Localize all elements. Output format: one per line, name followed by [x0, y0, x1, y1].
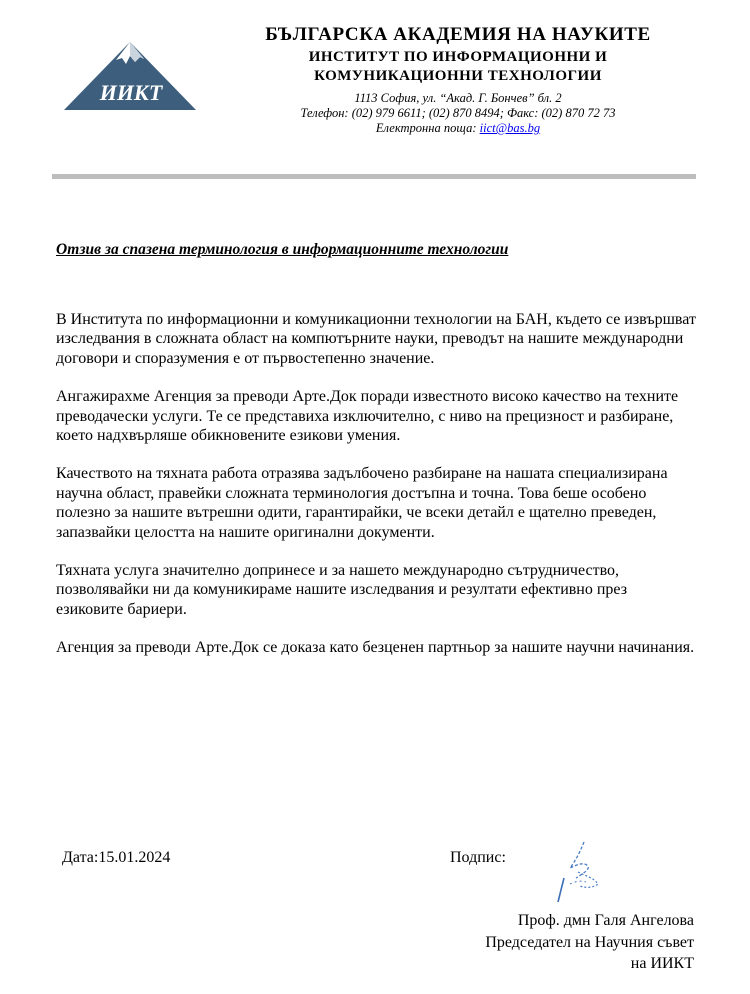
document-subject: Отзив за спазена терминология в информационните технологии — [56, 241, 509, 258]
paragraph: Качеството на тяхната работа отразява задълбочено разбиране на нашата специализирана научна област, правейки сложната терминология достъпна и точна. Това беше особено полезно за нашите вътрешни одити, гарантирайки, че всеки детайл е щателно преведен, запазвайки целостта на нашите оригинални документи. — [56, 465, 668, 541]
academy-name: БЪЛГАРСКА АКАДЕМИЯ НА НАУКИТЕ — [265, 24, 651, 45]
postal-address: 1113 София, ул. “Акад. Г. Бончев” бл. 2 — [354, 91, 562, 105]
handwritten-signature — [540, 838, 620, 908]
letterhead — [0, 0, 750, 180]
letter-body — [56, 310, 696, 677]
paragraph: Тяхната услуга значително допринесе и за нашето международно сътрудничество, позволявайки ни да комуникираме нашите изследвания и резултати ефективно през езиковите бариери. — [56, 562, 628, 618]
iict-logo — [64, 38, 196, 112]
signer-title: Председател на Научния съвет — [485, 933, 694, 951]
signature-icon — [540, 838, 620, 908]
header-divider — [52, 174, 696, 179]
organization-block — [200, 22, 716, 136]
signer-name: Проф. дмн Галя Ангелова — [517, 912, 694, 929]
institute-name-line2: КОМУНИКАЦИОННИ ТЕХНОЛОГИИ — [314, 68, 602, 84]
paragraph: Ангажирахме Агенция за преводи Арте.Док поради известното високо качество на техните преводачески услуги. Те се представиха изключително, с ниво на прецизност и разбиране, което надхвърляше обикновените езикови умения. — [56, 388, 679, 445]
paragraph: Агенция за преводи Арте.Док се доказа като безценен партньор за нашите научни начинания. — [56, 639, 695, 657]
email-line — [200, 121, 716, 136]
signature-label: Подпис: — [450, 849, 506, 866]
logo-text: ИИКТ — [99, 80, 163, 105]
signer-organization: на ИИКТ — [630, 955, 694, 972]
phone-fax-line: Телефон: (02) 979 6611; (02) 870 8494; Факс: (02) 870 72 73 — [300, 106, 616, 120]
signer-block — [485, 910, 694, 975]
document-date: Дата:15.01.2024 — [62, 849, 171, 866]
mountain-logo-icon — [64, 38, 196, 112]
email-link[interactable]: iict@bas.bg — [479, 121, 541, 135]
institute-name-line1: ИНСТИТУТ ПО ИНФОРМАЦИОННИ И — [308, 49, 608, 65]
paragraph: В Института по информационни и комуникационни технологии на БАН, където се извършват изследвания в сложната област на компютърните науки, преводът на нашите международни договори и споразумения е от първостепенно значение. — [56, 311, 696, 367]
email-label: Електронна поща: — [375, 121, 480, 135]
